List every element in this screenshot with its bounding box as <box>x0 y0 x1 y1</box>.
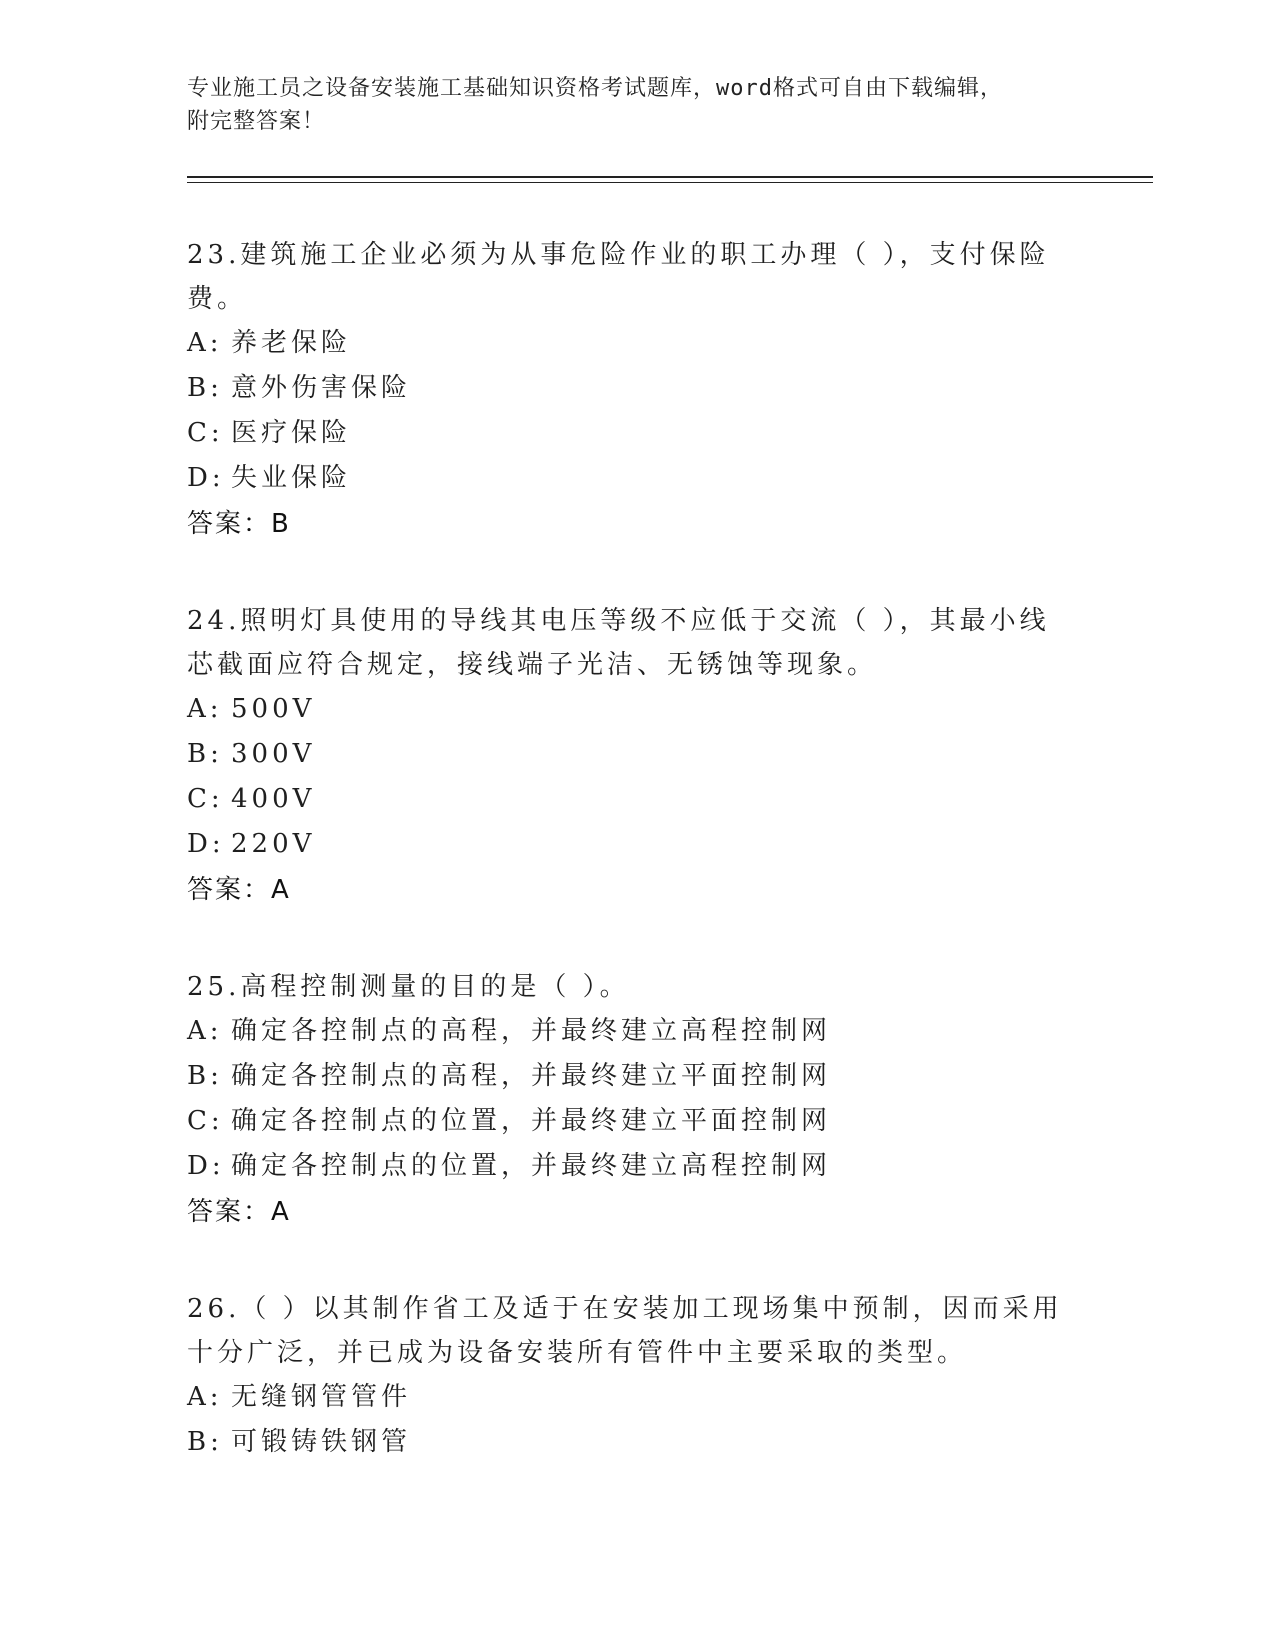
option-text: 养老保险 <box>231 328 352 358</box>
option-text: 意外伤害保险 <box>231 373 412 403</box>
option-d <box>187 1144 1067 1189</box>
option-key: B: <box>187 373 223 403</box>
option-text: 确定各控制点的高程，并最终建立高程控制网 <box>231 1016 832 1046</box>
option-a <box>187 687 1067 732</box>
header-line-1: 专业施工员之设备安装施工基础知识资格考试题库，word格式可自由下载编辑， <box>187 76 1003 101</box>
option-key: B: <box>187 739 223 769</box>
option-text: 确定各控制点的位置，并最终建立平面控制网 <box>231 1106 832 1136</box>
option-c <box>187 1099 1067 1144</box>
option-text: 300V <box>231 739 316 769</box>
answer-label: 答案：A <box>187 875 291 905</box>
option-b <box>187 366 1067 411</box>
answer-label: 答案：B <box>187 509 291 539</box>
option-a <box>187 321 1067 366</box>
option-c <box>187 777 1067 822</box>
document-header <box>187 72 1087 138</box>
option-b <box>187 732 1067 777</box>
option-key: D: <box>187 1151 225 1181</box>
option-c <box>187 411 1067 456</box>
question-text: 25.高程控制测量的目的是（ ）。 <box>187 972 630 1002</box>
option-b <box>187 1420 1067 1465</box>
header-divider-thin <box>187 182 1153 183</box>
option-d <box>187 822 1067 867</box>
option-text: 可锻铸铁钢管 <box>231 1427 412 1457</box>
option-key: A: <box>187 1382 223 1412</box>
option-text: 失业保险 <box>231 463 352 493</box>
question-25 <box>187 965 1067 1235</box>
option-text: 确定各控制点的高程，并最终建立平面控制网 <box>231 1061 832 1091</box>
option-text: 确定各控制点的位置，并最终建立高程控制网 <box>231 1151 832 1181</box>
question-24 <box>187 599 1067 913</box>
question-list <box>187 233 1067 1517</box>
option-key: D: <box>187 463 225 493</box>
option-key: A: <box>187 1016 223 1046</box>
header-line-2: 附完整答案！ <box>187 109 326 134</box>
option-key: D: <box>187 829 225 859</box>
option-text: 400V <box>231 784 316 814</box>
option-a <box>187 1009 1067 1054</box>
question-text: 23.建筑施工企业必须为从事危险作业的职工办理（ ），支付保险费。 <box>187 240 1050 314</box>
option-d <box>187 456 1067 501</box>
question-23 <box>187 233 1067 547</box>
header-divider-thick <box>187 176 1153 178</box>
question-26 <box>187 1287 1067 1465</box>
option-key: C: <box>187 418 224 448</box>
option-key: B: <box>187 1427 223 1457</box>
option-key: B: <box>187 1061 223 1091</box>
option-key: A: <box>187 694 223 724</box>
option-key: C: <box>187 1106 224 1136</box>
option-b <box>187 1054 1067 1099</box>
option-key: A: <box>187 328 223 358</box>
answer-label: 答案：A <box>187 1197 291 1227</box>
option-text: 无缝钢管管件 <box>231 1382 412 1412</box>
question-text: 24.照明灯具使用的导线其电压等级不应低于交流（ ），其最小线芯截面应符合规定，接线端子光洁、无锈蚀等现象。 <box>187 606 1050 680</box>
question-text: 26.（ ）以其制作省工及适于在安装加工现场集中预制，因而采用十分广泛，并已成为设备安装所有管件中主要采取的类型。 <box>187 1294 1063 1368</box>
option-text: 医疗保险 <box>231 418 352 448</box>
option-key: C: <box>187 784 224 814</box>
option-text: 220V <box>231 829 316 859</box>
option-text: 500V <box>231 694 316 724</box>
option-a <box>187 1375 1067 1420</box>
